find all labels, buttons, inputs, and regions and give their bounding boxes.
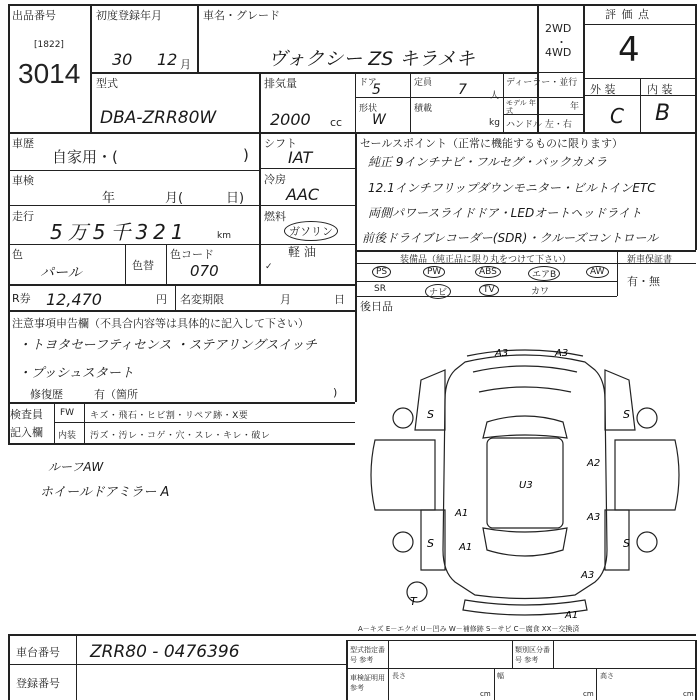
first-reg-year: 30 [112, 50, 133, 69]
repair-label: 修復歴 [30, 388, 63, 401]
lot-code: [1822] [34, 40, 64, 50]
capacity-value: 7 [458, 82, 467, 98]
color-change-label: 色替 [132, 259, 154, 272]
shaken-month: 月( [165, 191, 184, 206]
mark-a3-top-right: A3 [555, 348, 569, 359]
notes-line-1: ・トヨタセーフティセンス ・ステアリングスイッチ [18, 338, 317, 353]
selling-line-2: 12.1インチフリップダウンモニター・ビルトインETC [368, 181, 656, 195]
color-label: 色 [12, 248, 23, 261]
equip-pw: PW [423, 266, 445, 278]
load-label: 積載 [414, 104, 433, 114]
inspector-label: 検査員 記入欄 [10, 408, 43, 439]
color-code-label: 色コード [170, 248, 214, 261]
cert-label: 車検証明用 参考 [350, 674, 385, 692]
mark-a3-rear: A3 [581, 570, 595, 581]
lot-number: 3014 [18, 58, 81, 89]
load-unit: kg [489, 118, 500, 128]
recycle-unit: 円 [156, 293, 167, 306]
shape-cert-label: 型式指定番号 参考 [350, 646, 385, 664]
mark-a3-top-left: A3 [495, 348, 509, 359]
mark-a3-right-mid: A3 [587, 512, 601, 523]
rating-value: 4 [618, 30, 640, 70]
width-unit: cm [583, 690, 594, 698]
car-grade: ヴォクシー ZS キラメキ [268, 48, 475, 70]
selling-line-3: 両側パワースライドドア・LEDオートヘッドライト [368, 206, 642, 220]
fuel-gas: ガソリン [284, 221, 338, 241]
mark-s-right-rear: S [623, 537, 630, 550]
chassis-label: 車台番号 [16, 646, 60, 659]
mark-a2-right: A2 [587, 458, 601, 469]
handle-label: ハンドル 左・右 [506, 120, 572, 130]
mileage-unit: km [217, 231, 231, 241]
interior-label: 内 装 [647, 83, 673, 96]
aircon-label: 冷房 [264, 173, 286, 186]
equipment-label: 装備品（純正品に限り丸をつけて下さい） [400, 255, 572, 265]
mark-a1-bottom-left: A1 [459, 542, 473, 553]
drive-2wd: 2WD [545, 22, 572, 35]
rating-label: 評 価 点 [605, 8, 650, 21]
history-label: 車歴 [12, 137, 34, 150]
equip-aw: AW [586, 266, 609, 278]
car-damage-diagram [355, 310, 696, 634]
fw-text: キズ・飛石・ヒビ割・リペア跡・X要 [90, 411, 249, 421]
equip-leather: カワ [531, 287, 550, 297]
notes-line-2: ・プッシュスタート [18, 366, 134, 381]
interior-insp-text: 汚ズ・汚レ・コゲ・穴・スレ・キレ・破レ [90, 431, 271, 441]
fuel-label: 燃料 [264, 210, 286, 223]
shape-value: W [372, 112, 386, 128]
capacity-unit: 人 [490, 91, 500, 101]
width-label: 幅 [497, 672, 504, 680]
selling-line-1: 純正 9インチナビ・フルセグ・バックカメラ [368, 155, 607, 169]
rear-seat-label: 後日品 [360, 300, 393, 313]
lot-label: 出品番号 [12, 9, 56, 22]
mark-s-right-front: S [623, 408, 630, 421]
chassis-number: ZRR80 - 0476396 [90, 642, 240, 662]
usage-value: 自家用・( [52, 148, 118, 166]
equip-abs: ABS [475, 266, 501, 278]
name-change-month: 月 [280, 293, 291, 306]
doors-label: ドア [359, 78, 377, 88]
length-label: 長さ [392, 672, 406, 680]
warranty-label: 新車保証書 [627, 255, 673, 265]
fw-label: FW [60, 408, 75, 418]
selling-label: セールスポイント（正常に機能するものに限ります） [360, 137, 624, 150]
handwritten-note-1: ルーフAW [48, 460, 104, 474]
repair-value: 有（箇所 [94, 388, 138, 401]
shaken-year: 年 [102, 191, 116, 206]
displacement-value: 2000 [270, 110, 311, 129]
name-change-label: 名変期限 [180, 293, 224, 306]
damage-legend: A－キズ E－エクボ U－凹み W－補修跡 S－サビ C－腐食 XX－交換済 [358, 625, 580, 633]
warranty-value: 有・無 [627, 275, 660, 288]
fuel-check-icon: ✓ [265, 262, 273, 272]
recycle-amount: 12,470 [46, 290, 102, 309]
height-label: 高さ [600, 672, 614, 680]
category-label: 類別区分番号 参考 [515, 646, 550, 664]
model-year-label: モデル 年式 [506, 99, 536, 115]
mileage-value: 5万5千321 [50, 220, 189, 244]
mileage-label: 走行 [12, 210, 34, 223]
exterior-label: 外 装 [590, 83, 616, 96]
shift-value: IAT [288, 148, 313, 167]
capacity-label: 定員 [414, 78, 433, 88]
displacement-unit: cc [330, 116, 343, 129]
shape-label: 形状 [359, 104, 378, 114]
drive-dot: ・ [556, 36, 567, 49]
dealer-label: ディーラー・並行 [506, 78, 578, 88]
displacement-label: 排気量 [264, 77, 297, 90]
model-label: 型式 [96, 77, 118, 90]
usage-close: ) [243, 146, 249, 164]
first-reg-label: 初度登録年月 [96, 9, 162, 22]
interior-grade: B [655, 101, 671, 126]
model-value: DBA-ZRR80W [100, 108, 217, 128]
fuel-diesel: 軽 油 [288, 245, 316, 259]
mark-a1-bottom-right: A1 [565, 610, 579, 621]
length-unit: cm [480, 690, 491, 698]
registration-label: 登録番号 [16, 677, 60, 690]
equip-sr: SR [374, 284, 386, 294]
mark-s-left-rear: S [427, 537, 434, 550]
exterior-grade: C [610, 104, 624, 128]
equip-navi: ナビ [425, 284, 451, 299]
mark-t-bottom: T [410, 595, 417, 608]
color-value: パール [40, 265, 82, 281]
model-year-unit: 年 [570, 102, 580, 112]
recycle-label: R券 [12, 292, 31, 305]
equip-airbag: エアB [528, 266, 560, 281]
selling-line-4: 前後ドライブレコーダー(SDR)・クルーズコントロール [362, 231, 659, 245]
notes-label: 注意事項申告欄（不具合内容等は具体的に記入して下さい） [12, 317, 309, 330]
height-unit: cm [683, 690, 694, 698]
color-code-value: 070 [190, 262, 219, 280]
mark-a1-left: A1 [455, 508, 469, 519]
month-unit: 月 [180, 58, 191, 71]
name-change-day: 日 [334, 293, 345, 306]
repair-close: ) [333, 386, 338, 399]
car-grade-label: 車名・グレード [203, 9, 280, 22]
drive-4wd: 4WD [545, 46, 572, 59]
first-reg-month: 12 [157, 50, 178, 69]
interior-insp-label: 内装 [58, 431, 77, 441]
equip-tv: TV [479, 284, 499, 296]
shaken-label: 車検 [12, 174, 34, 187]
doors-value: 5 [372, 82, 381, 98]
handwritten-note-2: ホイールドアミラー A [40, 485, 170, 500]
aircon-value: AAC [286, 185, 320, 204]
shift-label: シフト [264, 137, 297, 150]
equip-ps: PS [372, 266, 391, 278]
mark-u3-center: U3 [519, 480, 533, 491]
mark-s-left-front: S [427, 408, 434, 421]
shaken-day: 日) [226, 191, 245, 206]
